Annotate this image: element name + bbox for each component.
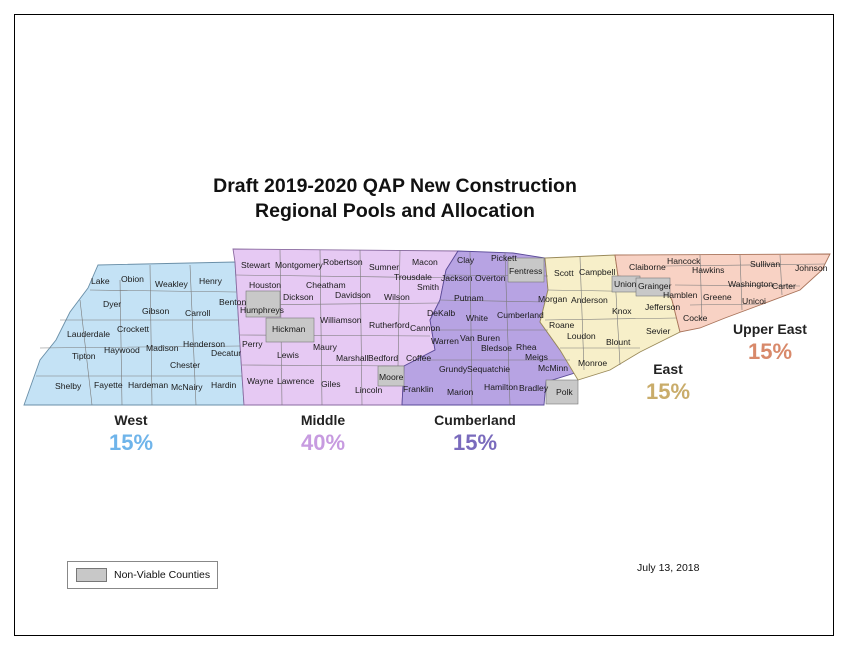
county-trousdale: Trousdale <box>394 272 432 282</box>
region-label-east: East <box>653 361 683 377</box>
county-cannon: Cannon <box>410 323 441 333</box>
region-pct-upper-east: 15% <box>747 339 793 364</box>
title-line-2: Regional Pools and Allocation <box>255 200 535 222</box>
county-marion: Marion <box>447 387 474 397</box>
region-label-upper-east: Upper East <box>733 321 807 337</box>
county-carroll: Carroll <box>185 308 211 318</box>
county-madison: Madison <box>146 343 179 353</box>
legend-swatch-non-viable <box>76 568 107 582</box>
county-jefferson: Jefferson <box>645 302 681 312</box>
county-meigs: Meigs <box>525 352 548 362</box>
county-union: Union <box>614 279 637 289</box>
county-marshall: Marshall <box>336 353 369 363</box>
county-wilson: Wilson <box>384 292 410 302</box>
county-washington: Washington <box>728 279 774 289</box>
county-bedford: Bedford <box>368 353 399 363</box>
county-dickson: Dickson <box>283 292 314 302</box>
county-blount: Blount <box>606 337 631 347</box>
region-pct-west: 15% <box>108 430 154 455</box>
county-henry: Henry <box>199 276 222 286</box>
county-jackson: Jackson <box>441 273 473 283</box>
map-date: July 13, 2018 <box>637 562 700 574</box>
county-hickman: Hickman <box>272 324 306 334</box>
county-overton: Overton <box>475 273 506 283</box>
county-sequatchie: Sequatchie <box>467 364 511 374</box>
county-lawrence: Lawrence <box>277 376 315 386</box>
county-williamson: Williamson <box>320 315 362 325</box>
county-giles: Giles <box>321 379 341 389</box>
county-tipton: Tipton <box>72 351 96 361</box>
county-knox: Knox <box>612 306 632 316</box>
county-hardeman: Hardeman <box>128 380 169 390</box>
county-davidson: Davidson <box>335 290 371 300</box>
county-crockett: Crockett <box>117 324 149 334</box>
county-sumner: Sumner <box>369 262 400 272</box>
county-claiborne: Claiborne <box>629 262 666 272</box>
county-sullivan: Sullivan <box>750 259 781 269</box>
county-rhea: Rhea <box>516 342 537 352</box>
region-label-middle: Middle <box>300 412 346 428</box>
county-grundy: Grundy <box>439 364 468 374</box>
county-coffee: Coffee <box>406 353 432 363</box>
county-scott: Scott <box>554 268 574 278</box>
county-sevier: Sevier <box>646 326 671 336</box>
county-lincoln: Lincoln <box>355 385 383 395</box>
county-bradley: Bradley <box>519 383 549 393</box>
county-robertson: Robertson <box>323 257 363 267</box>
county-weakley: Weakley <box>155 279 188 289</box>
county-grainger: Grainger <box>638 281 672 291</box>
county-johnson: Johnson <box>795 263 828 273</box>
county-hawkins: Hawkins <box>692 265 725 275</box>
county-mcminn: McMinn <box>538 363 569 373</box>
county-wayne: Wayne <box>247 376 274 386</box>
county-bledsoe: Bledsoe <box>481 343 513 353</box>
region-pct-east: 15% <box>645 379 691 404</box>
county-smith: Smith <box>417 282 439 292</box>
county-fentress: Fentress <box>509 266 543 276</box>
county-campbell: Campbell <box>579 267 616 277</box>
county-fayette: Fayette <box>94 380 123 390</box>
county-cocke: Cocke <box>683 313 708 323</box>
county-pickett: Pickett <box>491 253 517 263</box>
county-lauderdale: Lauderdale <box>67 329 111 339</box>
county-stewart: Stewart <box>241 260 271 270</box>
county-polk: Polk <box>556 387 573 397</box>
county-houston: Houston <box>249 280 282 290</box>
county-dyer: Dyer <box>103 299 122 309</box>
county-mcnairy: McNairy <box>171 382 203 392</box>
legend-label: Non-Viable Counties <box>114 569 211 581</box>
county-loudon: Loudon <box>567 331 596 341</box>
county-benton: Benton <box>219 297 247 307</box>
county-hancock: Hancock <box>667 256 701 266</box>
county-putnam: Putnam <box>454 293 484 303</box>
county-montgomery: Montgomery <box>275 260 323 270</box>
county-cumberland: Cumberland <box>497 310 544 320</box>
county-humphreys: Humphreys <box>240 305 284 315</box>
county-greene: Greene <box>703 292 732 302</box>
county-cheatham: Cheatham <box>306 280 346 290</box>
county-unicoi: Unicoi <box>742 296 766 306</box>
title-line-1: Draft 2019-2020 QAP New Construction <box>213 175 577 197</box>
county-hardin: Hardin <box>211 380 237 390</box>
county-henderson: Henderson <box>183 339 226 349</box>
county-lake: Lake <box>91 276 110 286</box>
county-franklin: Franklin <box>403 384 434 394</box>
county-clay: Clay <box>457 255 475 265</box>
region-label-cumberland: Cumberland <box>434 412 516 428</box>
county-anderson: Anderson <box>571 295 608 305</box>
county-gibson: Gibson <box>142 306 170 316</box>
county-chester: Chester <box>170 360 201 370</box>
map-title <box>150 174 640 224</box>
region-pct-middle: 40% <box>300 430 346 455</box>
county-white: White <box>466 313 488 323</box>
county-lewis: Lewis <box>277 350 299 360</box>
county-macon: Macon <box>412 257 438 267</box>
county-maury: Maury <box>313 342 337 352</box>
region-label-west: West <box>114 412 148 428</box>
county-haywood: Haywood <box>104 345 140 355</box>
county-roane: Roane <box>549 320 575 330</box>
county-hamilton: Hamilton <box>484 382 518 392</box>
county-monroe: Monroe <box>578 358 608 368</box>
county-van-buren: Van Buren <box>460 333 500 343</box>
county-obion: Obion <box>121 274 144 284</box>
county-decatur: Decatur <box>211 348 242 358</box>
county-dekalb: DeKalb <box>427 308 456 318</box>
county-perry: Perry <box>242 339 263 349</box>
region-pct-cumberland: 15% <box>452 430 498 455</box>
county-warren: Warren <box>431 336 459 346</box>
county-moore: Moore <box>379 372 404 382</box>
county-morgan: Morgan <box>538 294 568 304</box>
county-hamblen: Hamblen <box>663 290 698 300</box>
county-shelby: Shelby <box>55 381 82 391</box>
county-rutherford: Rutherford <box>369 320 410 330</box>
county-carter: Carter <box>772 281 796 291</box>
legend <box>67 561 218 589</box>
